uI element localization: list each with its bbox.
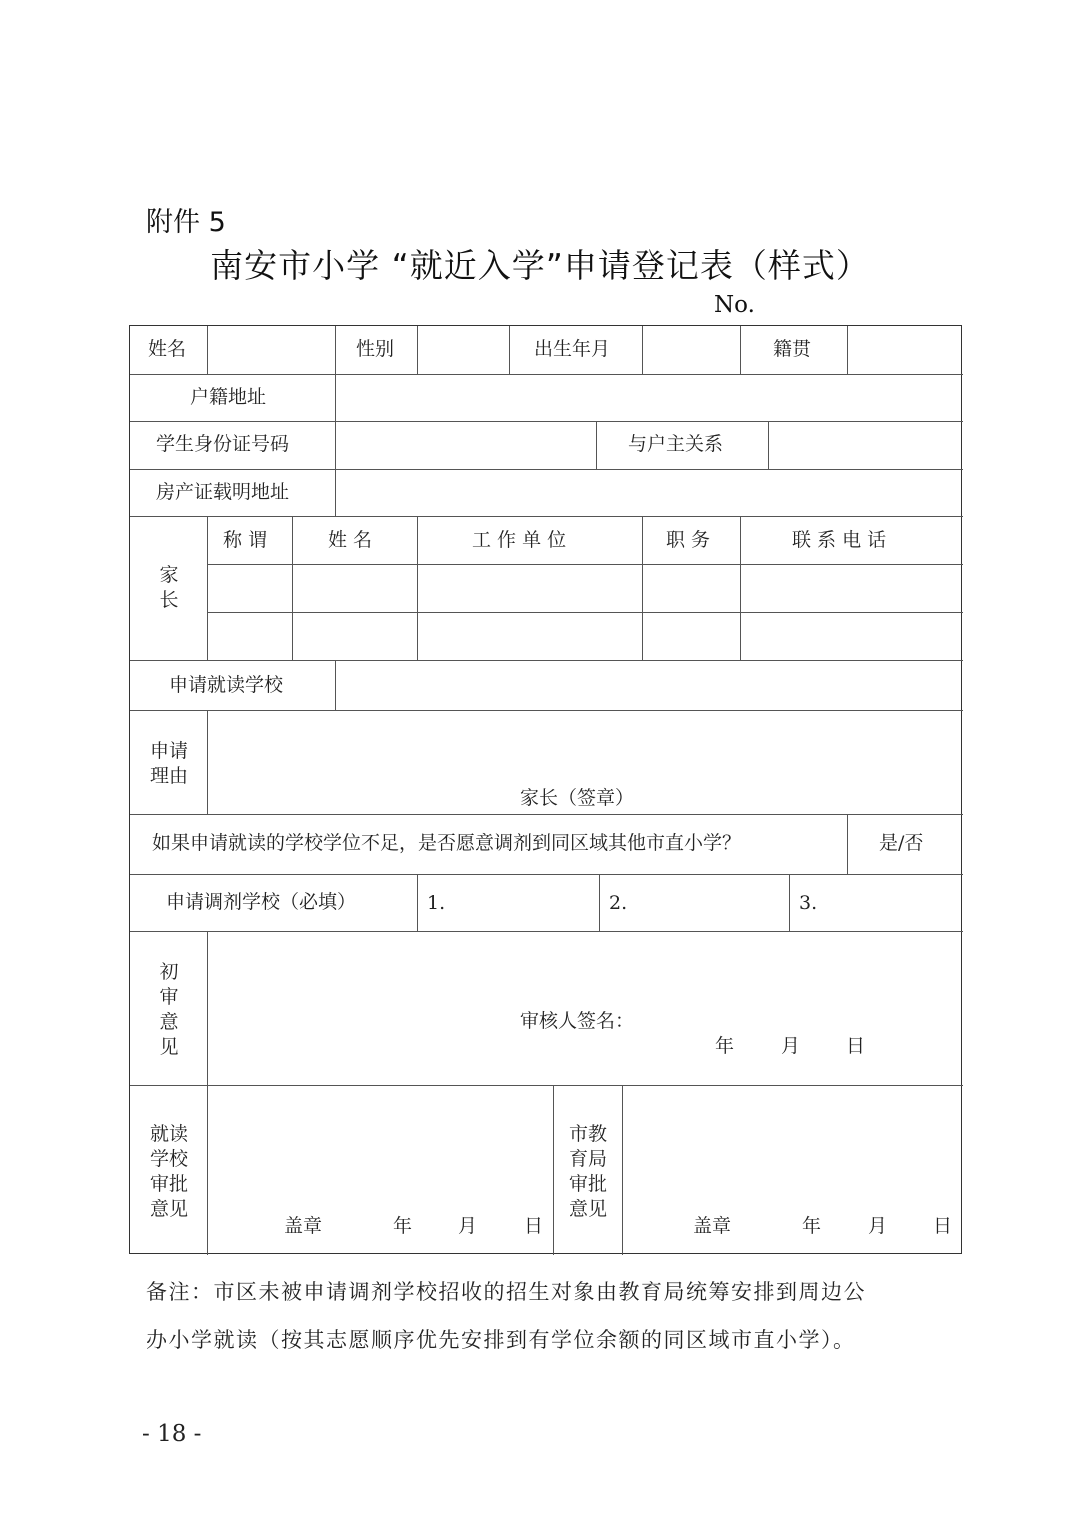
property-address-label: 房产证载明地址: [156, 481, 290, 503]
parent-signature-label: 家长（签章）: [520, 787, 635, 809]
parent-col-phone: 联 系 电 话: [792, 529, 887, 551]
col-line: [740, 326, 741, 374]
gender-label: 性别: [356, 338, 395, 360]
reviewer-signature-label: 审核人签名：: [520, 1010, 635, 1032]
col-line: [207, 710, 208, 814]
row-line: [130, 469, 963, 470]
bureau-approval-label: 市教育局审批意见: [568, 1123, 607, 1220]
col-line: [599, 874, 600, 931]
review-month-label: 月: [781, 1035, 801, 1057]
row-line: [130, 1085, 963, 1086]
col-line: [596, 421, 597, 469]
row-line: [130, 931, 963, 932]
col-line: [207, 516, 208, 660]
parent-col-work: 工 作 单 位: [472, 529, 567, 551]
adjust-question: 如果申请就读的学校学位不足，是否愿意调剂到同区域其他市直小学？: [152, 832, 742, 854]
col-line: [509, 326, 510, 374]
row-line: [130, 660, 963, 661]
native-place-label: 籍贯: [773, 338, 812, 360]
col-line: [292, 516, 293, 660]
col-line: [417, 326, 418, 374]
row-line: [130, 874, 963, 875]
col-line: [847, 814, 848, 874]
parent-col-position: 职 务: [666, 529, 711, 551]
registration-form-table: [129, 325, 962, 1254]
col-line: [207, 931, 208, 1255]
col-line: [847, 326, 848, 374]
col-line: [768, 421, 769, 469]
col-line: [417, 874, 418, 931]
col-line: [335, 660, 336, 710]
footnote-line-1: 备注：市区未被申请调剂学校招收的招生对象由教育局统筹安排到周边公: [146, 1280, 866, 1304]
page-number: - 18 -: [142, 1421, 202, 1447]
col-line: [740, 516, 741, 660]
row-line: [207, 612, 963, 613]
adjust-choice-1: 1.: [427, 892, 446, 914]
birth-date-label: 出生年月: [534, 338, 611, 360]
school-month-label: 月: [458, 1215, 478, 1237]
parent-col-name: 姓 名: [328, 529, 373, 551]
adjust-choice-3: 3.: [799, 892, 818, 914]
col-line: [553, 1085, 554, 1255]
household-address-label: 户籍地址: [190, 386, 267, 408]
parent-section-label: 家长: [159, 564, 179, 611]
bureau-day-label: 日: [933, 1215, 953, 1237]
row-line: [207, 564, 963, 565]
row-line: [130, 421, 963, 422]
footnote: [146, 1268, 956, 1364]
row-line: [130, 516, 963, 517]
col-line: [789, 874, 790, 931]
householder-relation-label: 与户主关系: [628, 433, 724, 455]
adjust-choice-2: 2.: [609, 892, 628, 914]
col-line: [417, 516, 418, 660]
yes-no-option: 是/否: [879, 832, 924, 854]
bureau-year-label: 年: [802, 1215, 822, 1237]
col-line: [622, 1085, 623, 1255]
row-line: [130, 710, 963, 711]
parent-col-title: 称 谓: [223, 529, 268, 551]
col-line: [335, 326, 336, 516]
footnote-line-2: 办小学就读（按其志愿顺序优先安排到有学位余额的同区域市直小学）。: [146, 1328, 856, 1352]
row-line: [130, 374, 963, 375]
apply-school-label: 申请就读学校: [169, 674, 284, 696]
school-day-label: 日: [524, 1215, 544, 1237]
bureau-month-label: 月: [868, 1215, 888, 1237]
name-label: 姓名: [148, 338, 187, 360]
col-line: [642, 326, 643, 374]
review-day-label: 日: [846, 1035, 866, 1057]
school-seal-label: 盖章: [284, 1215, 323, 1237]
row-line: [130, 814, 963, 815]
student-id-label: 学生身份证号码: [156, 433, 290, 455]
form-title: 南安市小学 “就近入学”申请登记表（样式）: [210, 246, 870, 285]
serial-number-label: No.: [714, 292, 755, 318]
initial-review-label: 初审意见: [159, 961, 179, 1058]
col-line: [207, 326, 208, 374]
school-year-label: 年: [393, 1215, 413, 1237]
adjust-schools-label: 申请调剂学校（必填）: [166, 891, 357, 913]
bureau-seal-label: 盖章: [693, 1215, 732, 1237]
col-line: [642, 516, 643, 660]
school-approval-label: 就读学校审批意见: [149, 1123, 188, 1220]
apply-reason-label: 申请理由: [149, 740, 188, 787]
attachment-label: 附件 5: [146, 207, 226, 238]
review-year-label: 年: [715, 1035, 735, 1057]
